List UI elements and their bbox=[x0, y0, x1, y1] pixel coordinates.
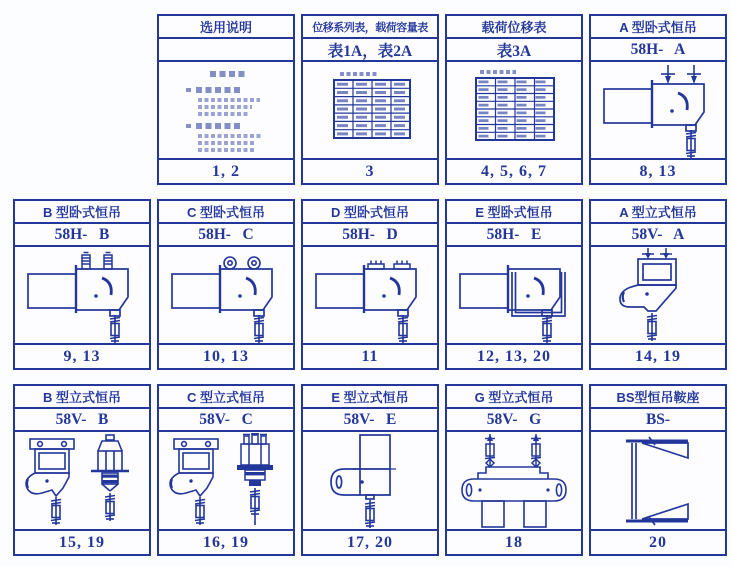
panel-page-refs: 10, 13 bbox=[159, 343, 293, 368]
panel-title: A 型卧式恒吊 bbox=[591, 16, 725, 39]
panel-title: E 型卧式恒吊 bbox=[447, 201, 581, 224]
panel-58h-d bbox=[301, 199, 439, 370]
panel-page-refs: 3 bbox=[303, 158, 437, 183]
panel-body bbox=[15, 247, 149, 343]
panel-page-refs: 9, 13 bbox=[15, 343, 149, 368]
panel-page-refs: 11 bbox=[303, 343, 437, 368]
panel-title: D 型卧式恒吊 bbox=[303, 201, 437, 224]
panel-58h-e bbox=[445, 199, 583, 370]
row-3 bbox=[13, 384, 727, 556]
diagram-horizontal-hanger-e bbox=[450, 247, 578, 343]
diagram-vertical-hanger-c-two-views bbox=[162, 433, 290, 529]
panel-58v-c bbox=[157, 384, 295, 556]
panel-model-code: 58V- C bbox=[159, 409, 293, 432]
panel-page-refs: 12, 13, 20 bbox=[447, 343, 581, 368]
panel-58h-a bbox=[589, 14, 727, 185]
panel-model-code: 58H- C bbox=[159, 224, 293, 247]
panel-page-refs: 4, 5, 6, 7 bbox=[447, 158, 581, 183]
panel-page-refs: 8, 13 bbox=[591, 158, 725, 183]
panel-58v-e bbox=[301, 384, 439, 556]
diagram-horizontal-hanger-a bbox=[594, 62, 722, 158]
panel-grid bbox=[13, 14, 727, 566]
panel-page-refs: 17, 20 bbox=[303, 529, 437, 554]
diagram-vertical-hanger-e bbox=[306, 433, 434, 529]
panel-body bbox=[303, 62, 437, 158]
diagram-horizontal-hanger-d bbox=[306, 247, 434, 343]
panel-page-refs: 20 bbox=[591, 529, 725, 554]
panel-page-refs: 18 bbox=[447, 529, 581, 554]
diagram-mini-table-7-rows bbox=[306, 62, 434, 158]
panel-model-code: 58V- B bbox=[15, 409, 149, 432]
diagram-mini-table-8-rows bbox=[450, 62, 578, 158]
panel-model-code: BS- bbox=[591, 409, 725, 432]
panel-table-ids: 表1A，表2A bbox=[303, 39, 437, 62]
panel-page-refs: 1, 2 bbox=[159, 158, 293, 183]
row-1 bbox=[157, 14, 727, 185]
panel-model-code: 58H- B bbox=[15, 224, 149, 247]
panel-58h-c bbox=[157, 199, 295, 370]
panel-page-refs: 16, 19 bbox=[159, 529, 293, 554]
diagram-vertical-hanger-g bbox=[450, 433, 578, 529]
panel-title: 载荷位移表 bbox=[447, 16, 581, 39]
panel-body bbox=[447, 62, 581, 158]
panel-model-code: 58V- G bbox=[447, 409, 581, 432]
panel-table-ids: 表3A bbox=[447, 39, 581, 62]
panel-page-refs: 15, 19 bbox=[15, 529, 149, 554]
panel-title: E 型立式恒吊 bbox=[303, 386, 437, 409]
panel-title: B 型卧式恒吊 bbox=[15, 201, 149, 224]
panel-title: 选用说明 bbox=[159, 16, 293, 39]
panel-model-code: 58H- E bbox=[447, 224, 581, 247]
panel-body bbox=[159, 247, 293, 343]
panel-model-code: 58V- E bbox=[303, 409, 437, 432]
panel-body bbox=[303, 432, 437, 529]
panel-model-code bbox=[159, 39, 293, 62]
panel-body bbox=[591, 247, 725, 343]
diagram-bs-saddle bbox=[594, 433, 722, 529]
panel-body bbox=[591, 432, 725, 529]
panel-title: 位移系列表，载荷容量表 bbox=[303, 16, 437, 39]
panel-model-code: 58H- D bbox=[303, 224, 437, 247]
panel-model-code: 58V- A bbox=[591, 224, 725, 247]
panel-title: BS型恒吊鞍座 bbox=[591, 386, 725, 409]
diagram-horizontal-hanger-b bbox=[18, 247, 146, 343]
panel-title: B 型立式恒吊 bbox=[15, 386, 149, 409]
panel-body bbox=[159, 432, 293, 529]
panel-body bbox=[447, 432, 581, 529]
panel-model-code: 58H- A bbox=[591, 39, 725, 62]
diagram-vertical-hanger-a bbox=[594, 247, 722, 343]
row-2 bbox=[13, 199, 727, 370]
panel-58v-b bbox=[13, 384, 151, 556]
diagram-horizontal-hanger-c bbox=[162, 247, 290, 343]
panel-body bbox=[159, 62, 293, 158]
panel-body bbox=[15, 432, 149, 529]
panel-load-displacement-table bbox=[445, 14, 583, 185]
panel-displacement-series-tables bbox=[301, 14, 439, 185]
panel-58v-g bbox=[445, 384, 583, 556]
panel-body bbox=[591, 62, 725, 158]
panel-bs-saddle bbox=[589, 384, 727, 556]
panel-body bbox=[303, 247, 437, 343]
panel-title: A 型立式恒吊 bbox=[591, 201, 725, 224]
panel-page-refs: 14, 19 bbox=[591, 343, 725, 368]
panel-title: G 型立式恒吊 bbox=[447, 386, 581, 409]
diagram-vertical-hanger-b-two-views bbox=[18, 433, 146, 529]
diagram-selection-notes bbox=[162, 62, 290, 158]
panel-title: C 型卧式恒吊 bbox=[159, 201, 293, 224]
panel-58h-b bbox=[13, 199, 151, 370]
panel-58v-a bbox=[589, 199, 727, 370]
panel-title: C 型立式恒吊 bbox=[159, 386, 293, 409]
panel-body bbox=[447, 247, 581, 343]
panel-selection-notes bbox=[157, 14, 295, 185]
